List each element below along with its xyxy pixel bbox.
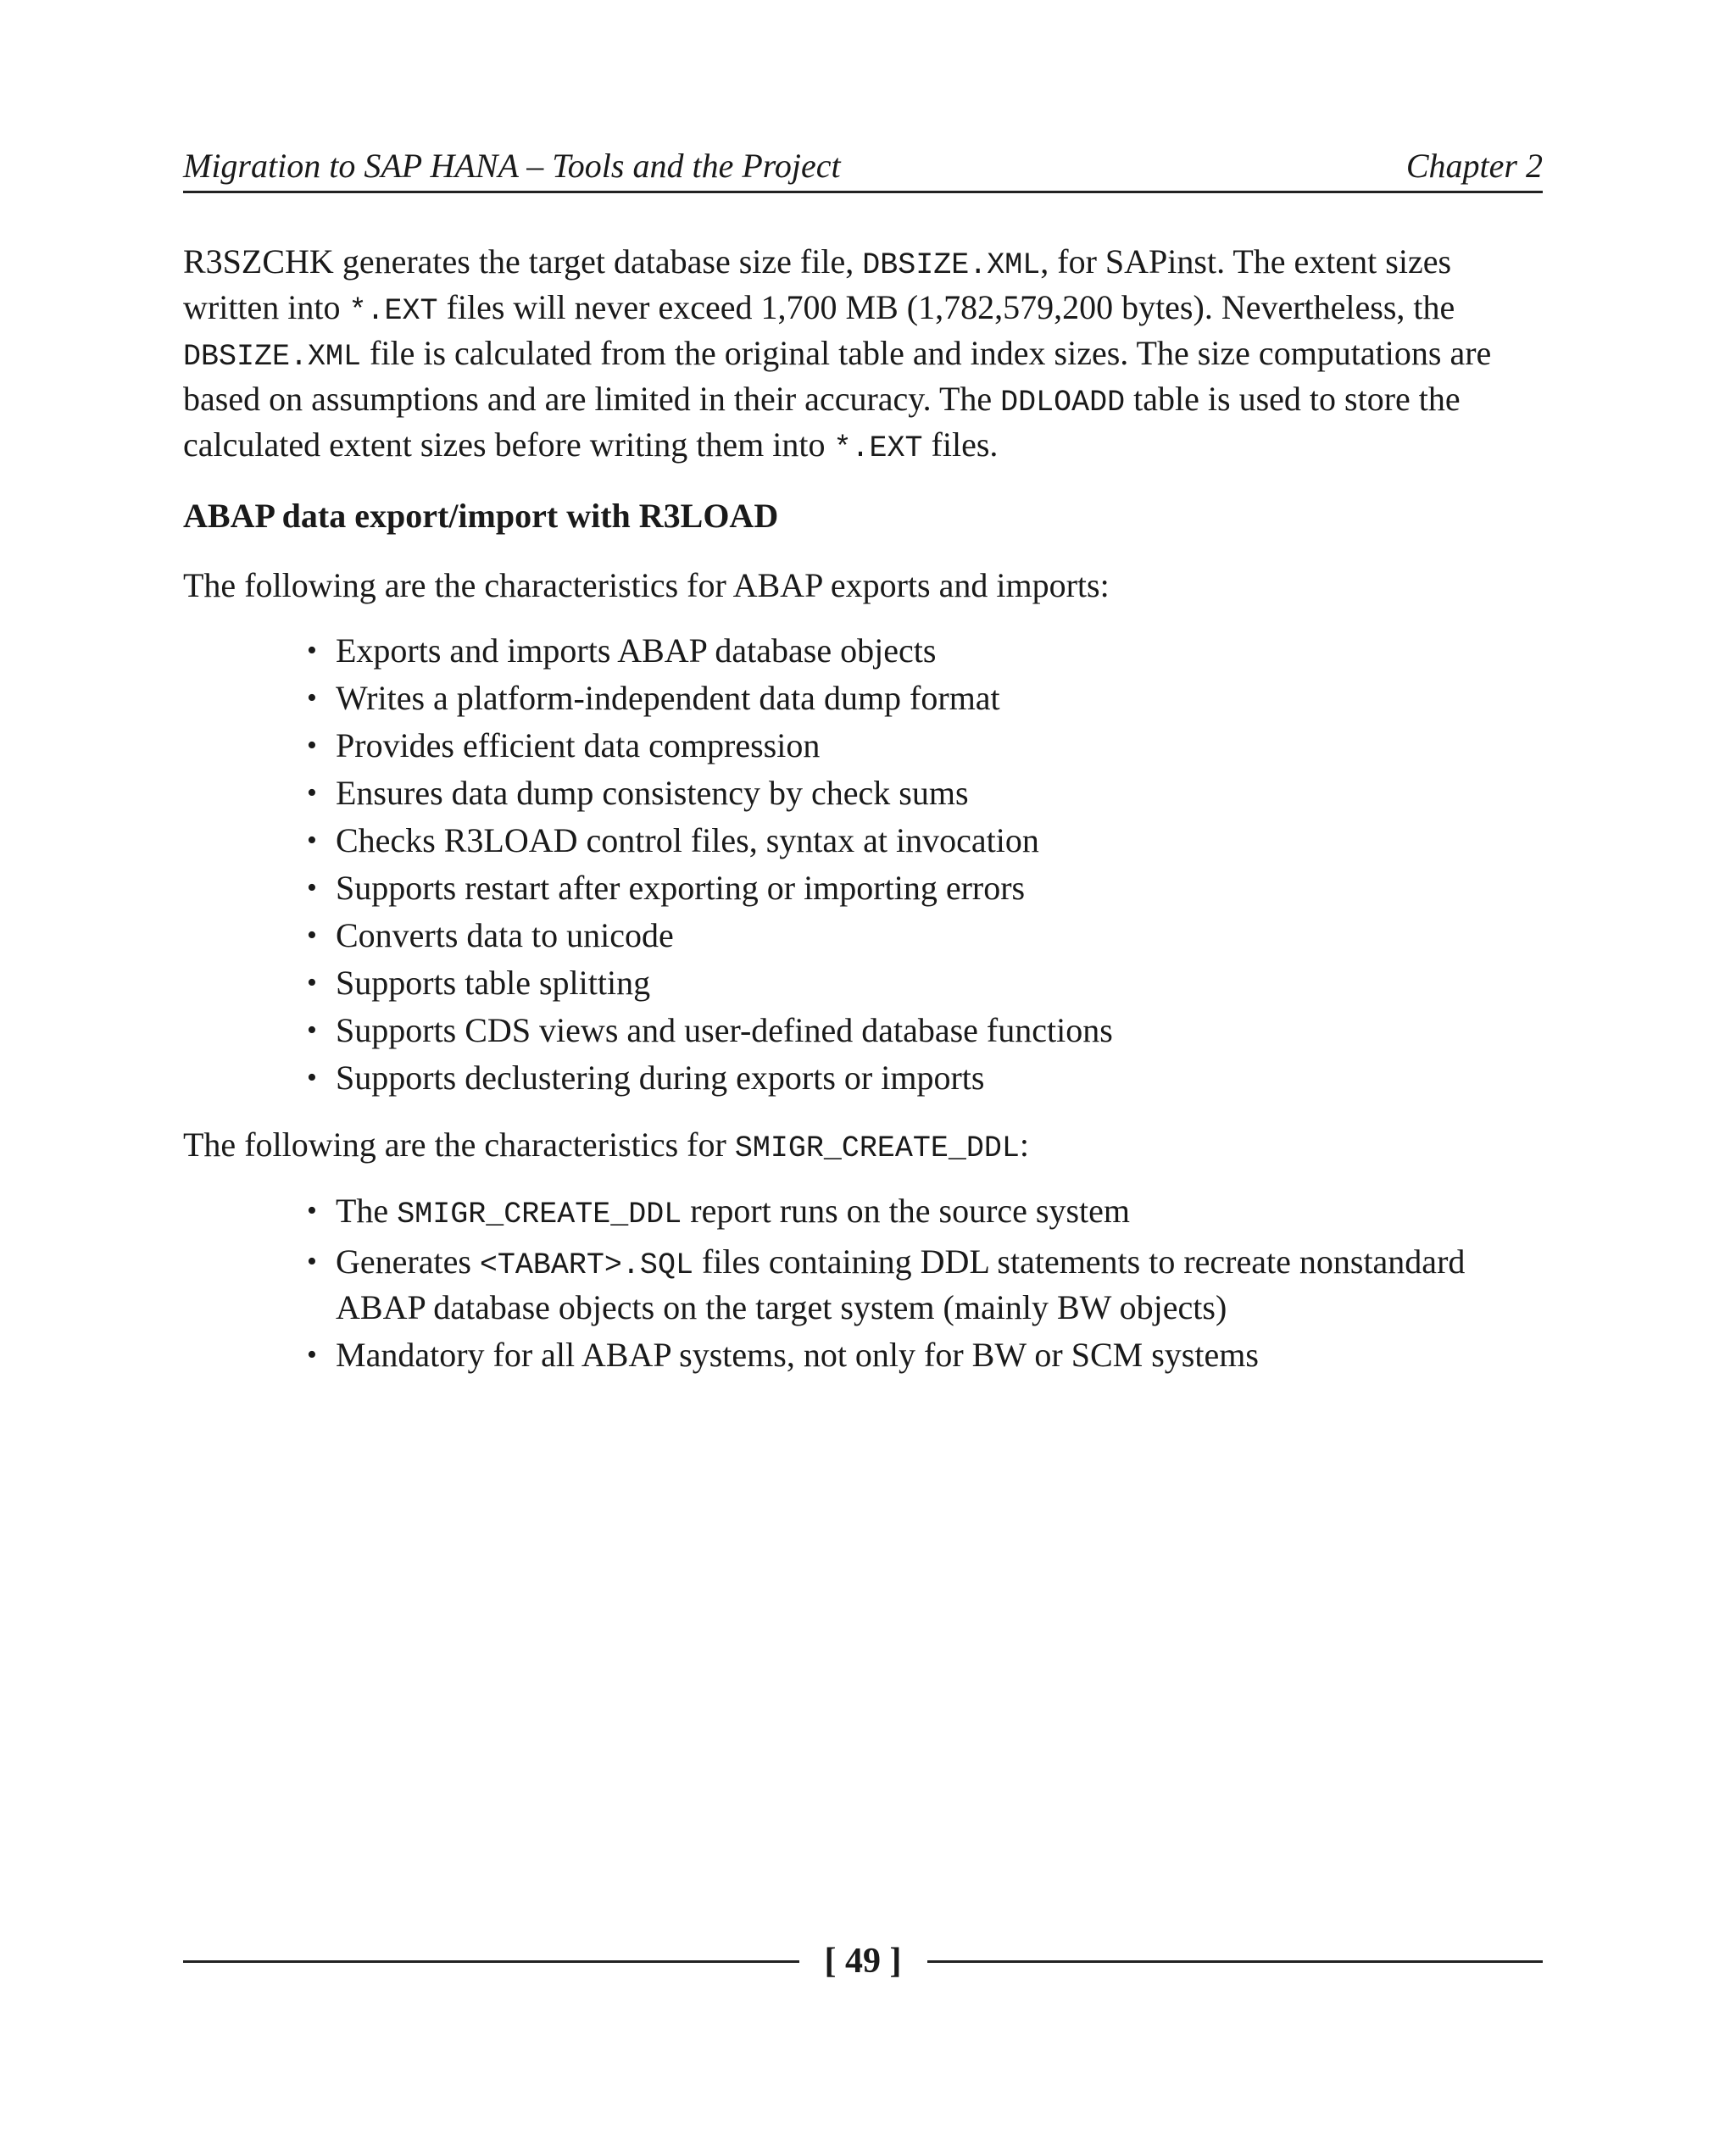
list-item: [307, 722, 1543, 770]
intro-text-2: , for SAPinst. The extent sizes written into: [183, 242, 1452, 326]
list-item-text: Exports and imports ABAP database objects: [336, 631, 937, 670]
footer-rule-right: [927, 1960, 1544, 1963]
smigr-b1-code: SMIGR_CREATE_DDL: [397, 1198, 682, 1231]
intro-code-1: DBSIZE.XML: [862, 248, 1041, 282]
intro-text-1: R3SZCHK generates the target database size file,: [183, 242, 863, 281]
intro-text-6: files.: [922, 425, 999, 464]
list-item-text: Supports declustering during exports or imports: [336, 1059, 985, 1097]
smigr-b1-text-2: report runs on the source system: [682, 1192, 1131, 1230]
intro-paragraph: [183, 241, 1543, 470]
list-item: [307, 1007, 1543, 1054]
bullet-icon: •: [307, 967, 317, 998]
list-item-text: Converts data to unicode: [336, 916, 674, 954]
bullet-icon: •: [307, 1246, 317, 1277]
intro-code-4: DDLOADD: [1000, 386, 1126, 420]
bullet-icon: •: [307, 1062, 317, 1093]
bullet-icon: •: [307, 635, 317, 666]
smigr-b2-text-2: files containing DDL statements to recreate nonstandard ABAP database objects on the target system (mainly BW objects): [336, 1242, 1466, 1326]
running-header: [183, 142, 1543, 193]
intro-text-4: file is calculated from the original table and index sizes. The size computations are based on assumptions and are limited in their accuracy. The: [183, 334, 1492, 418]
smigr-lead-end: :: [1019, 1126, 1030, 1164]
list-item: [307, 627, 1543, 675]
list-item-text: Supports restart after exporting or importing errors: [336, 869, 1026, 907]
footer-rule-left: [183, 1960, 799, 1963]
smigr-lead-text: The following are the characteristics for: [183, 1126, 735, 1164]
page-number: [ 49 ]: [824, 1942, 902, 1981]
smigr-b2-code: <TABART>.SQL: [479, 1248, 693, 1282]
list-item: [307, 1190, 1543, 1236]
bullet-icon: •: [307, 682, 317, 714]
list-item: [307, 912, 1543, 959]
intro-text-5: table is used to store the calculated extent sizes before writing them into: [183, 380, 1461, 464]
list-item-text: Supports table splitting: [336, 964, 651, 1002]
list-item: [307, 675, 1543, 722]
bullet-icon: •: [307, 1014, 317, 1046]
bullet-icon: •: [307, 825, 317, 856]
page-content: [183, 241, 1543, 1398]
bullet-icon: •: [307, 1339, 317, 1370]
list-item-text: Writes a platform-independent data dump format: [336, 679, 1000, 717]
page-footer: [183, 1936, 1543, 1987]
bullet-icon: •: [307, 1195, 317, 1226]
r3load-bullet-list: [183, 627, 1543, 1102]
list-item-text: Supports CDS views and user-defined database functions: [336, 1011, 1113, 1049]
list-item-text: Provides efficient data compression: [336, 726, 821, 764]
bullet-icon: •: [307, 872, 317, 903]
smigr-b2-text-1: Generates: [336, 1242, 480, 1281]
list-item: [307, 1241, 1543, 1329]
list-item: [307, 959, 1543, 1007]
header-chapter: Chapter 2: [1405, 147, 1543, 185]
smigr-lead-code: SMIGR_CREATE_DDL: [734, 1131, 1020, 1165]
section-heading: ABAP data export/import with R3LOAD: [183, 497, 779, 535]
smigr-b1-text-1: The: [336, 1192, 398, 1230]
list-item: [307, 1054, 1543, 1102]
bullet-icon: •: [307, 920, 317, 951]
list-item: [307, 864, 1543, 912]
list-item-text: Ensures data dump consistency by check sums: [336, 774, 969, 812]
intro-code-2: *.EXT: [348, 294, 438, 328]
smigr-b3-text: Mandatory for all ABAP systems, not only for BW or SCM systems: [336, 1336, 1259, 1374]
list-item: [307, 817, 1543, 864]
smigr-bullet-list: [183, 1190, 1543, 1376]
intro-code-5: *.EXT: [833, 431, 923, 465]
section-lead: The following are the characteristics for ABAP exports and imports:: [183, 566, 1110, 604]
list-item: [307, 1334, 1543, 1376]
intro-code-3: DBSIZE.XML: [183, 340, 362, 374]
smigr-lead: [183, 1124, 1543, 1170]
list-item-text: Checks R3LOAD control files, syntax at invocation: [336, 821, 1039, 859]
bullet-icon: •: [307, 777, 317, 809]
header-title: Migration to SAP HANA – Tools and the Project: [183, 147, 841, 185]
intro-text-3: files will never exceed 1,700 MB (1,782,579,200 bytes). Nevertheless, the: [437, 288, 1455, 326]
bullet-icon: •: [307, 730, 317, 761]
list-item: [307, 770, 1543, 817]
